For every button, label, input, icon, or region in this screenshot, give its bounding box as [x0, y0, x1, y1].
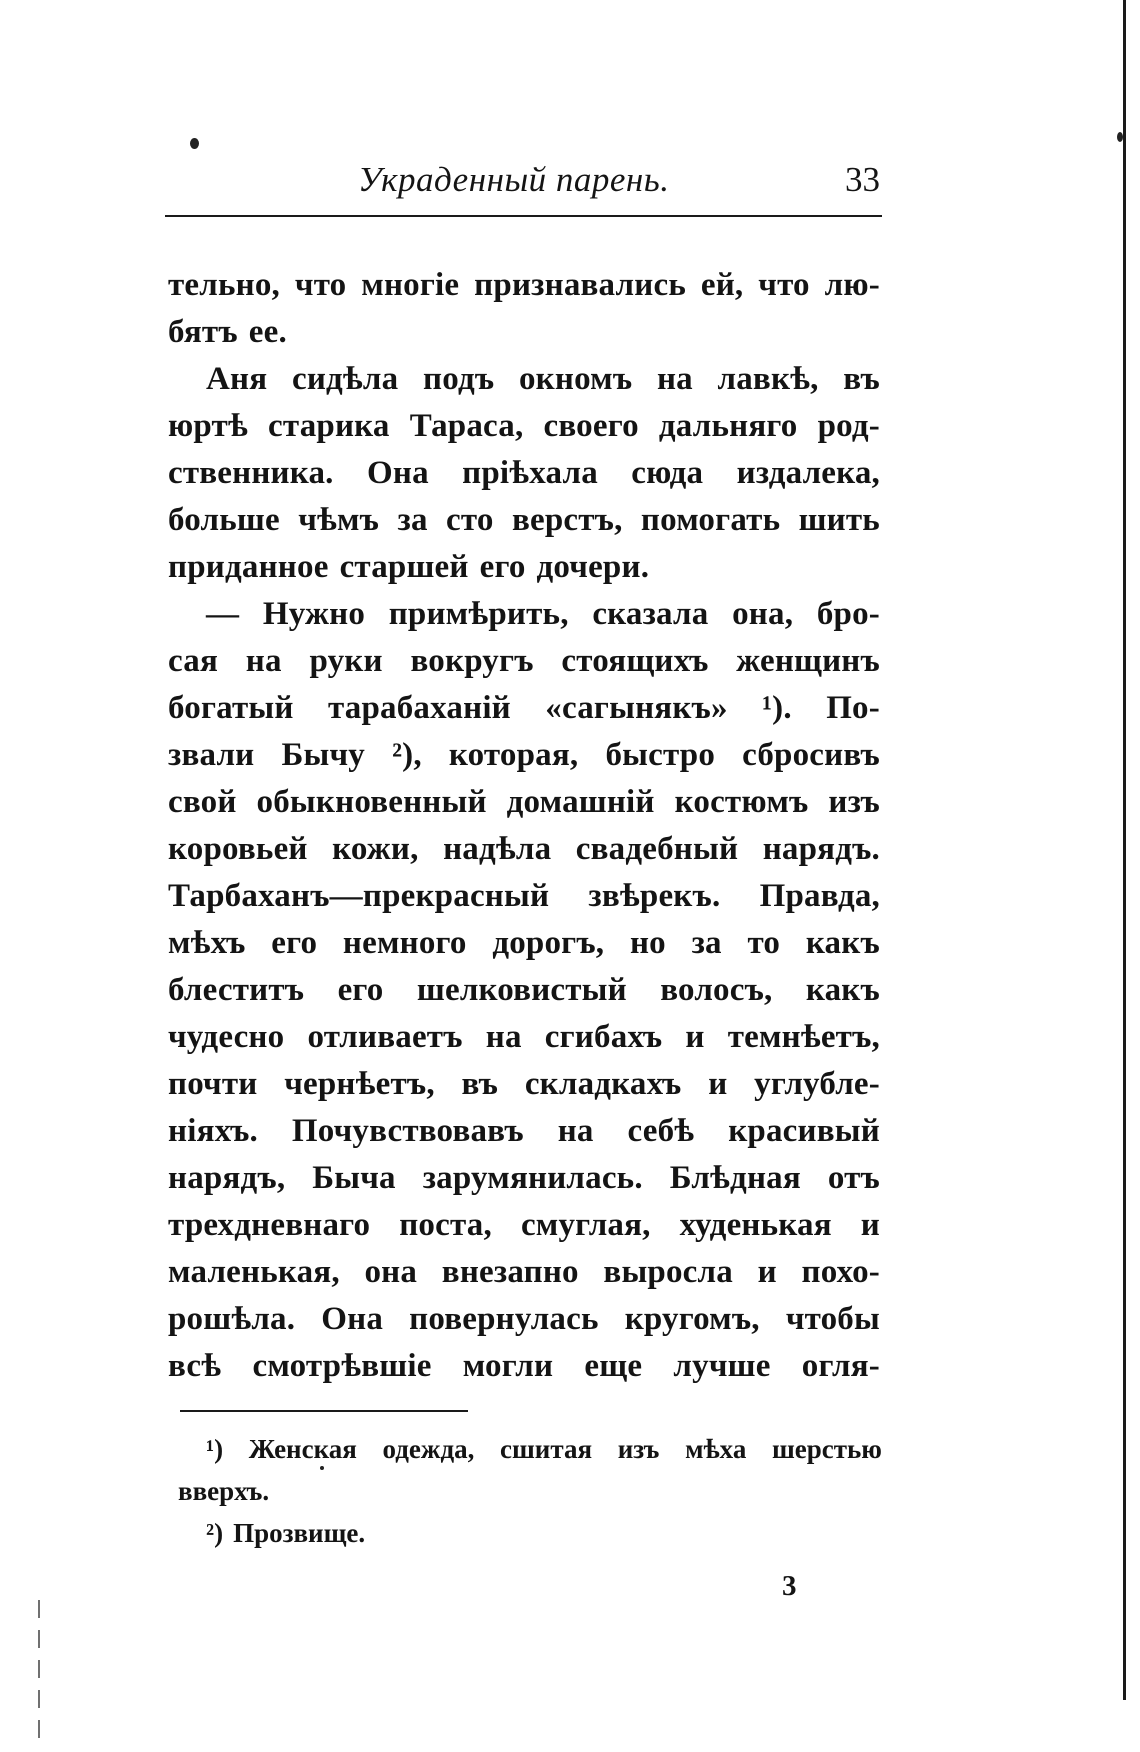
word: за — [691, 925, 722, 961]
word: лю- — [824, 267, 880, 303]
word: лучше — [673, 1348, 771, 1384]
word: сидѣла — [291, 361, 399, 397]
word: богатый — [168, 690, 294, 726]
word: его — [337, 972, 384, 1008]
word: верстъ, — [511, 502, 623, 538]
word: дорогъ, — [492, 925, 605, 961]
word: маленькая, — [168, 1254, 340, 1290]
word: свой — [168, 784, 237, 820]
word: огля- — [801, 1348, 880, 1384]
word: старика — [268, 408, 390, 444]
word: старшей — [339, 549, 469, 585]
text-line — [178, 1512, 882, 1554]
word: вверхъ. — [178, 1476, 270, 1506]
word: и — [708, 1066, 728, 1102]
ink-speck — [1117, 132, 1123, 142]
text-line — [168, 638, 880, 685]
word: немного — [342, 925, 467, 961]
text-line — [168, 262, 880, 309]
text-line — [168, 685, 880, 732]
signature-mark: 3 — [782, 1570, 797, 1602]
word: женщинъ — [736, 643, 880, 679]
word: чѣмъ — [298, 502, 380, 538]
word: дочери. — [536, 549, 650, 585]
text-line — [168, 1014, 880, 1061]
word: руки — [309, 643, 383, 679]
word: и — [757, 1254, 777, 1290]
word: обыкновенный — [256, 784, 487, 820]
word: больше — [168, 502, 280, 538]
word: тарабаханій — [327, 690, 511, 726]
word: издалека, — [736, 455, 880, 491]
word: шить — [798, 502, 880, 538]
word: примѣрить, — [388, 596, 569, 632]
text-line — [168, 403, 880, 450]
word: поста, — [399, 1207, 492, 1243]
word: Она — [321, 1301, 384, 1337]
word: Нужно — [262, 596, 366, 632]
word: окномъ — [518, 361, 633, 397]
word: По- — [826, 690, 880, 726]
word: быстро — [605, 737, 716, 773]
word: и — [685, 1019, 705, 1055]
word: рошѣла. — [168, 1301, 296, 1337]
text-line — [168, 591, 880, 638]
ink-speck — [190, 138, 199, 149]
word: мѣха — [685, 1434, 747, 1464]
word: ей, — [700, 267, 744, 303]
word: могли — [462, 1348, 554, 1384]
text-line — [168, 1296, 880, 1343]
word: надѣла — [443, 831, 552, 867]
word: приданное — [168, 549, 329, 585]
word: костюмъ — [674, 784, 809, 820]
text-line — [168, 1249, 880, 1296]
word: и — [860, 1207, 880, 1243]
word: многіе — [361, 267, 460, 303]
word: на — [245, 643, 282, 679]
word: ¹). — [762, 690, 792, 726]
word: юртѣ — [168, 408, 248, 444]
word: нарядъ. — [762, 831, 880, 867]
word: дальняго — [658, 408, 798, 444]
word: одежда, — [382, 1434, 475, 1464]
word: кожи, — [332, 831, 419, 867]
word: красивый — [728, 1113, 880, 1149]
text-line — [168, 826, 880, 873]
word: на — [485, 1019, 522, 1055]
text-line — [168, 544, 880, 591]
word: выросла — [603, 1254, 733, 1290]
word: въ — [461, 1066, 499, 1102]
text-line — [168, 356, 880, 403]
word: шелковистый — [416, 972, 627, 1008]
word: всѣ — [168, 1348, 222, 1384]
word: худенькая — [679, 1207, 832, 1243]
word: изъ — [617, 1434, 660, 1464]
word: чтобы — [785, 1301, 880, 1337]
word: за — [397, 502, 428, 538]
word: лавкѣ, — [717, 361, 819, 397]
text-line — [168, 1061, 880, 1108]
word: какъ — [805, 925, 880, 961]
scan-margin-marks — [38, 1600, 40, 1740]
word: его — [271, 925, 318, 961]
word: звали — [168, 737, 255, 773]
word: повернулась — [409, 1301, 599, 1337]
word: отъ — [827, 1160, 880, 1196]
word: мѣхъ — [168, 925, 246, 961]
word: она — [364, 1254, 418, 1290]
text-line — [168, 450, 880, 497]
word: сказала — [592, 596, 709, 632]
text-line — [168, 967, 880, 1014]
word: углубле- — [754, 1066, 880, 1102]
text-line — [168, 1343, 880, 1390]
word: на — [557, 1113, 594, 1149]
word: Тарбаханъ—прекрасный — [168, 878, 550, 914]
word: звѣрекъ. — [588, 878, 721, 914]
word: коровьей — [168, 831, 308, 867]
word: Тараса, — [409, 408, 524, 444]
word: кругомъ, — [624, 1301, 760, 1337]
footnote-rule — [180, 1410, 468, 1412]
word: то — [747, 925, 781, 961]
word: на — [656, 361, 693, 397]
word: смуглая, — [520, 1207, 651, 1243]
text-line — [178, 1428, 882, 1470]
word: ніяхъ. — [168, 1113, 258, 1149]
word: Блѣдная — [669, 1160, 801, 1196]
text-line — [168, 1108, 880, 1155]
word: Она — [366, 455, 429, 491]
running-title: Украденный парень. — [358, 160, 670, 199]
word: сюда — [631, 455, 704, 491]
word: сая — [168, 643, 219, 679]
word: Бычу — [281, 737, 365, 773]
word: домашній — [506, 784, 655, 820]
word: въ — [843, 361, 880, 397]
word: ¹) — [206, 1434, 224, 1464]
word: помогать — [640, 502, 781, 538]
word: сто — [446, 502, 494, 538]
text-line — [168, 779, 880, 826]
word: сбросивъ — [742, 737, 880, 773]
text-line — [168, 732, 880, 779]
word: сгибахъ — [544, 1019, 663, 1055]
word: Прозвище. — [233, 1518, 366, 1548]
text-line — [168, 873, 880, 920]
word: отливаетъ — [307, 1019, 463, 1055]
word: еще — [584, 1348, 643, 1384]
word: бятъ — [168, 314, 238, 350]
text-line — [168, 920, 880, 967]
footnotes — [178, 1428, 882, 1554]
text-line — [168, 497, 880, 544]
word: его — [479, 549, 526, 585]
word: Быча — [312, 1160, 396, 1196]
text-line — [168, 309, 880, 356]
word: пріѣхала — [462, 455, 598, 491]
text-line — [168, 1155, 880, 1202]
word: чернѣетъ, — [284, 1066, 435, 1102]
word: чудесно — [168, 1019, 285, 1055]
word: сшитая — [500, 1434, 593, 1464]
word: которая, — [448, 737, 579, 773]
word: себѣ — [627, 1113, 695, 1149]
word: почти — [168, 1066, 258, 1102]
word: тельно, — [168, 267, 280, 303]
word: блеститъ — [168, 972, 305, 1008]
word: Аня — [206, 361, 268, 397]
word: изъ — [828, 784, 880, 820]
word: темнѣетъ, — [727, 1019, 880, 1055]
header-rule — [165, 215, 882, 217]
word: складкахъ — [524, 1066, 682, 1102]
word: — — [206, 596, 240, 632]
word: бро- — [816, 596, 880, 632]
word: нарядъ, — [168, 1160, 286, 1196]
word: ²) — [206, 1518, 224, 1548]
text-line — [168, 1202, 880, 1249]
word: внезапно — [441, 1254, 579, 1290]
word: какъ — [805, 972, 880, 1008]
word: она, — [732, 596, 794, 632]
word: ственника. — [168, 455, 334, 491]
word: зарумянилась. — [422, 1160, 643, 1196]
word: вокругъ — [410, 643, 534, 679]
body-text — [168, 262, 880, 1390]
word: Почувствовавъ — [291, 1113, 524, 1149]
running-header — [170, 158, 880, 210]
word: шерстью — [771, 1434, 882, 1464]
word: ²), — [392, 737, 422, 773]
word: что — [294, 267, 347, 303]
word: ее. — [248, 314, 287, 350]
word: подъ — [423, 361, 495, 397]
word: смотрѣвшіе — [252, 1348, 432, 1384]
page-number: 33 — [845, 160, 880, 199]
word: свадебный — [575, 831, 739, 867]
word: похо- — [801, 1254, 880, 1290]
word: трехдневнаго — [168, 1207, 371, 1243]
word: волосъ, — [660, 972, 773, 1008]
word: но — [629, 925, 666, 961]
scan-edge — [1123, 0, 1126, 1700]
word: своего — [543, 408, 639, 444]
word: род- — [817, 408, 880, 444]
word: Правда, — [759, 878, 880, 914]
word: стоящихъ — [561, 643, 709, 679]
word: «сагынякъ» — [545, 690, 728, 726]
word: что — [758, 267, 810, 303]
text-line — [178, 1470, 882, 1512]
word: Женская — [248, 1434, 357, 1464]
word: признавались — [474, 267, 686, 303]
